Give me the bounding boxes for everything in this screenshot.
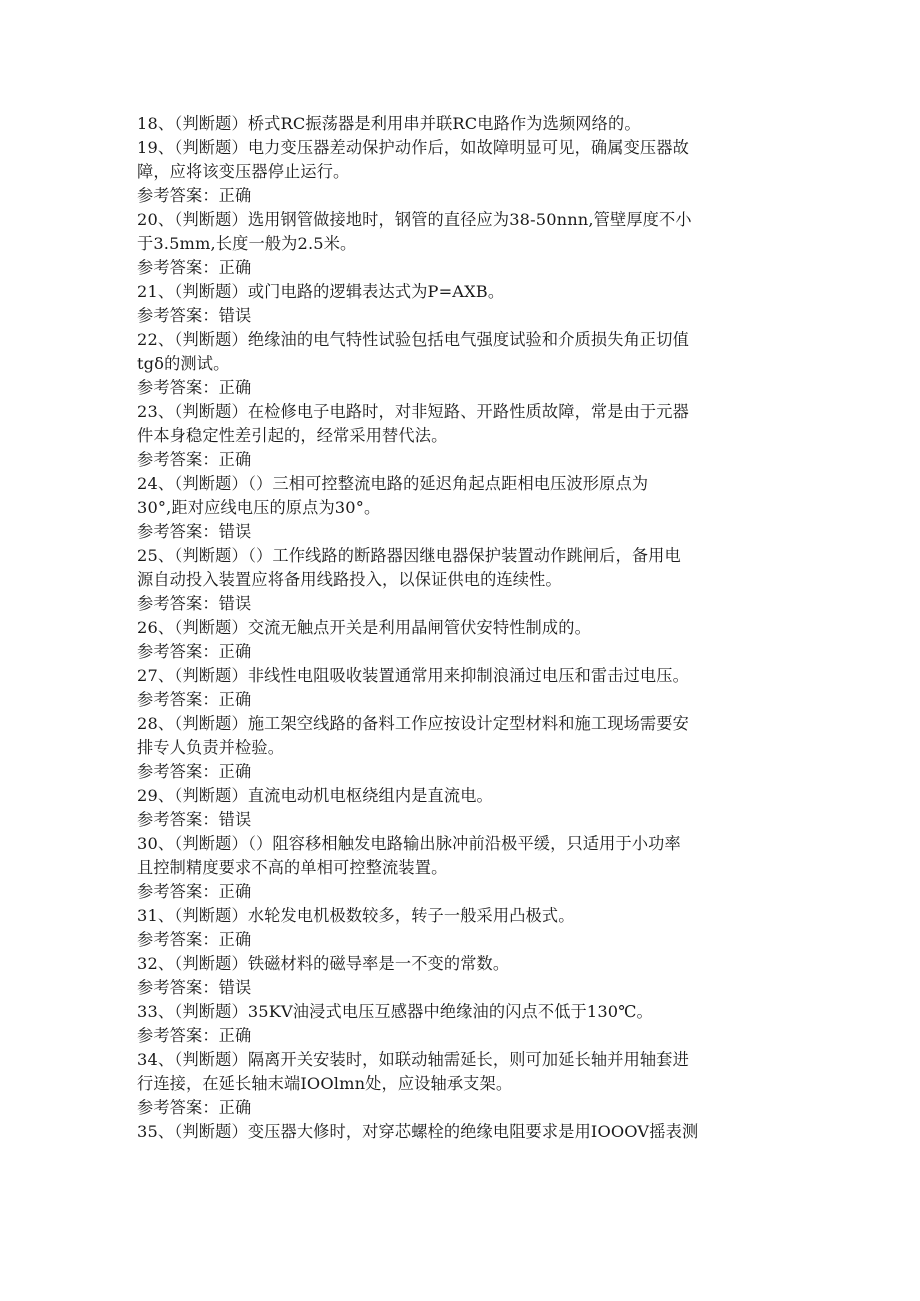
question-line: 件本身稳定性差引起的，经常采用替代法。: [137, 426, 448, 445]
question-line: 29、（判断题）直流电动机电枢绕组内是直流电。: [137, 786, 493, 805]
question-line: 18、（判断题）桥式RC振荡器是利用串并联RC电路作为选频网络的。: [137, 114, 641, 133]
answer-line: 参考答案：正确: [137, 930, 252, 949]
question-line: 行连接，在延长轴末端IOOlmn处，应设轴承支架。: [137, 1074, 513, 1093]
question-line: 33、（判断题）35KV油浸式电压互感器中绝缘油的闪点不低于130℃。: [137, 1002, 653, 1021]
answer-line: 参考答案：错误: [137, 810, 252, 829]
answer-line: 参考答案：正确: [137, 762, 252, 781]
question-line: 25、（判断题）（）工作线路的断路器因继电器保护装置动作跳闸后，备用电: [137, 546, 681, 565]
answer-line: 参考答案：正确: [137, 186, 252, 205]
question-line: 20、（判断题）选用钢管做接地时，钢管的直径应为38-50nnn,管壁厚度不小: [137, 210, 692, 229]
answer-line: 参考答案：正确: [137, 882, 252, 901]
question-line: 34、（判断题）隔离开关安装时，如联动轴需延长，则可加延长轴并用轴套进: [137, 1050, 689, 1069]
question-line: 于3.5mm,长度一般为2.5米。: [137, 234, 357, 253]
question-line: 35、（判断题）变压器大修时，对穿芯螺栓的绝缘电阻要求是用IOOOV摇表测: [137, 1122, 699, 1141]
answer-line: 参考答案：错误: [137, 522, 252, 541]
question-line: 源自动投入装置应将备用线路投入，以保证供电的连续性。: [137, 570, 562, 589]
answer-line: 参考答案：正确: [137, 1026, 252, 1045]
answer-line: 参考答案：正确: [137, 642, 252, 661]
question-line: 且控制精度要求不高的单相可控整流装置。: [137, 858, 448, 877]
answer-line: 参考答案：错误: [137, 306, 252, 325]
answer-line: 参考答案：正确: [137, 258, 252, 277]
question-line: 22、（判断题）绝缘油的电气特性试验包括电气强度试验和介质损失角正切值: [137, 330, 689, 349]
question-list: [137, 112, 777, 1144]
question-line: 23、（判断题）在检修电子电路时，对非短路、开路性质故障，常是由于元器: [137, 402, 689, 421]
question-line: 30、（判断题）（）阻容移相触发电路输出脉冲前沿极平缓，只适用于小功率: [137, 834, 681, 853]
question-line: 32、（判断题）铁磁材料的磁导率是一不变的常数。: [137, 954, 510, 973]
question-line: 28、（判断题）施工架空线路的备料工作应按设计定型材料和施工现场需要安: [137, 714, 689, 733]
question-line: 障，应将该变压器停止运行。: [137, 162, 350, 181]
question-line: 19、（判断题）电力变压器差动保护动作后，如故障明显可见，确属变压器故: [137, 138, 689, 157]
question-line: 24、（判断题）（）三相可控整流电路的延迟角起点距相电压波形原点为: [137, 474, 649, 493]
question-line: 排专人负责并检验。: [137, 738, 285, 757]
question-line: 30°,距对应线电压的原点为30°。: [137, 498, 381, 517]
question-line: 31、（判断题）水轮发电机极数较多，转子一般采用凸极式。: [137, 906, 575, 925]
question-line: 26、（判断题）交流无触点开关是利用晶闸管伏安特性制成的。: [137, 618, 591, 637]
question-line: tgδ的测试。: [137, 354, 230, 373]
question-line: 21、（判断题）或门电路的逻辑表达式为P=AXB。: [137, 282, 505, 301]
answer-line: 参考答案：正确: [137, 690, 252, 709]
answer-line: 参考答案：正确: [137, 450, 252, 469]
answer-line: 参考答案：错误: [137, 594, 252, 613]
question-line: 27、（判断题）非线性电阻吸收装置通常用来抑制浪涌过电压和雷击过电压。: [137, 666, 689, 685]
answer-line: 参考答案：正确: [137, 378, 252, 397]
answer-line: 参考答案：错误: [137, 978, 252, 997]
answer-line: 参考答案：正确: [137, 1098, 252, 1117]
